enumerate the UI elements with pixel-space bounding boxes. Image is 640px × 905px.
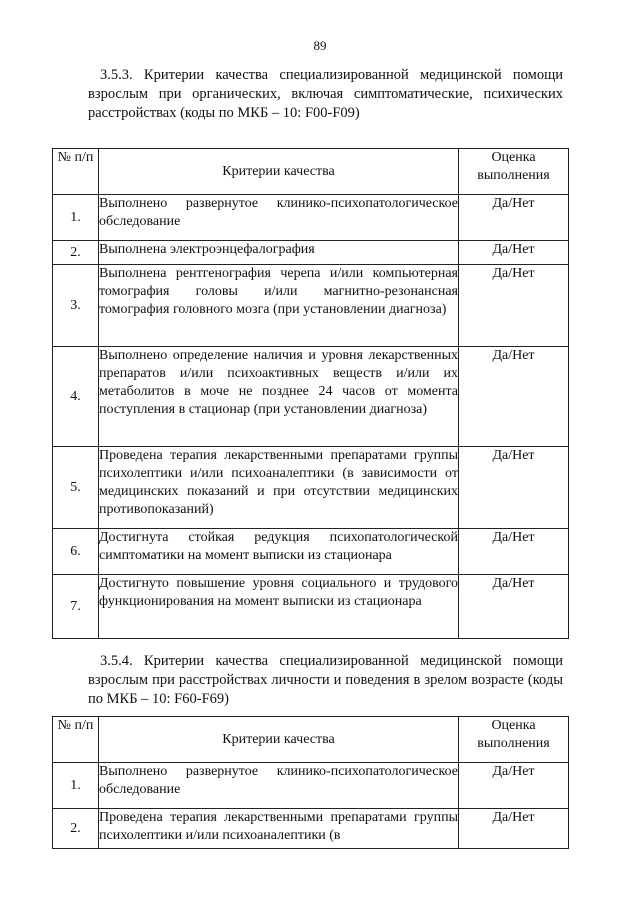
row-criterion: Достигнута стойкая редукция психопатологической симптоматики на момент выписки из стационара <box>99 529 459 575</box>
table-row <box>53 265 569 347</box>
header-evaluation: Оценка выполнения <box>459 149 569 195</box>
section-heading-3-5-3: 3.5.3. Критерии качества специализированной медицинской помощи взрослым при органических, включая симптоматические, психических расстройствах (коды по МКБ – 10: F00-F09) <box>88 67 563 121</box>
table-row <box>53 575 569 639</box>
section-heading-3-5-4: 3.5.4. Критерии качества специализированной медицинской помощи взрослым при расстройствах личности и поведения в зрелом возрасте (коды по МКБ – 10: F60-F69) <box>88 653 563 707</box>
table-header-row <box>53 717 569 763</box>
row-evaluation: Да/Нет <box>459 763 569 809</box>
row-num: 2. <box>53 809 99 849</box>
row-criterion: Выполнена рентгенография черепа и/или компьютерная томография головы и/или магнитно-резонансная томография головного мозга (при установлении диагноза) <box>99 265 459 347</box>
row-evaluation: Да/Нет <box>459 809 569 849</box>
header-criteria: Критерии качества <box>99 149 459 195</box>
header-criteria: Критерии качества <box>99 717 459 763</box>
row-num: 4. <box>53 347 99 447</box>
table-row <box>53 241 569 265</box>
table-row <box>53 529 569 575</box>
row-num: 7. <box>53 575 99 639</box>
row-evaluation: Да/Нет <box>459 529 569 575</box>
row-criterion: Выполнена электроэнцефалография <box>99 241 459 265</box>
row-criterion: Выполнено развернутое клинико-психопатологическое обследование <box>99 195 459 241</box>
table-row <box>53 347 569 447</box>
header-evaluation: Оценка выполнения <box>459 717 569 763</box>
row-evaluation: Да/Нет <box>459 447 569 529</box>
row-evaluation: Да/Нет <box>459 195 569 241</box>
table-header-row <box>53 149 569 195</box>
row-criterion: Выполнено развернутое клинико-психопатологическое обследование <box>99 763 459 809</box>
row-evaluation: Да/Нет <box>459 265 569 347</box>
row-num: 5. <box>53 447 99 529</box>
row-criterion: Проведена терапия лекарственными препаратами группы психолептики и/или психоаналептики (в <box>99 809 459 849</box>
table-row <box>53 195 569 241</box>
table-row <box>53 763 569 809</box>
row-evaluation: Да/Нет <box>459 575 569 639</box>
header-num: № п/п <box>53 149 99 195</box>
row-criterion: Проведена терапия лекарственными препаратами группы психолептики и/или психоаналептики (в зависимости от медицинских показаний и при отсутствии медицинских противопоказаний) <box>99 447 459 529</box>
row-evaluation: Да/Нет <box>459 241 569 265</box>
row-num: 1. <box>53 195 99 241</box>
row-num: 2. <box>53 241 99 265</box>
header-num: № п/п <box>53 717 99 763</box>
criteria-table-3-5-3 <box>52 148 569 639</box>
table-row <box>53 809 569 849</box>
page-number: 89 <box>313 38 327 53</box>
row-evaluation: Да/Нет <box>459 347 569 447</box>
row-criterion: Выполнено определение наличия и уровня лекарственных препаратов и/или психоактивных веществ и/или их метаболитов в моче не позднее 24 часов от момента поступления в стационар (при установлении диагноза) <box>99 347 459 447</box>
table-row <box>53 447 569 529</box>
row-num: 1. <box>53 763 99 809</box>
row-num: 3. <box>53 265 99 347</box>
row-criterion: Достигнуто повышение уровня социального и трудового функционирования на момент выписки из стационара <box>99 575 459 639</box>
row-num: 6. <box>53 529 99 575</box>
criteria-table-3-5-4 <box>52 716 569 849</box>
